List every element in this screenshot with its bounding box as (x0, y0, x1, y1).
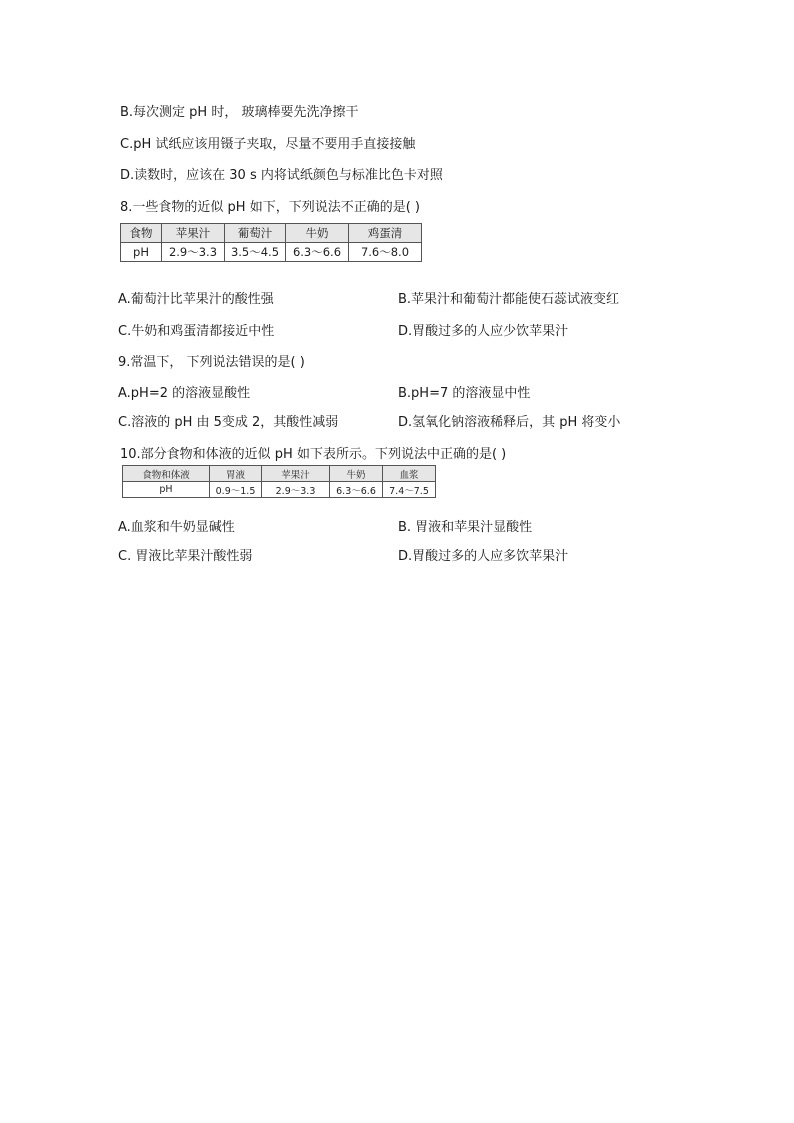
q7-option-d: D.读数时，应该在 30 s 内将试纸颜色与标准比色卡对照 (120, 168, 443, 183)
q8-option-c: C.牛奶和鸡蛋清都接近中性 (118, 324, 275, 339)
q10-table-header-cell: 血浆 (383, 466, 436, 482)
q9-option-a: A.pH=2 的溶液显酸性 (118, 386, 251, 401)
q8-table-cell: 7.6～8.0 (349, 243, 422, 262)
q10-table-header-cell: 食物和体液 (123, 466, 210, 482)
q10-option-d: D.胃酸过多的人应多饮苹果汁 (398, 549, 569, 564)
q10-table-row (123, 482, 436, 498)
q10-option-b: B. 胃液和苹果汁显酸性 (398, 520, 533, 535)
q10-option-c: C. 胃液比苹果汁酸性弱 (118, 549, 253, 564)
q10-table-cell: 2.9～3.3 (262, 482, 330, 498)
q10-table-cell: 0.9～1.5 (210, 482, 262, 498)
q7-option-c: C.pH 试纸应该用镊子夹取，尽量不要用手直接接触 (120, 137, 416, 152)
q8-stem: 8.一些食物的近似 pH 如下，下列说法不正确的是( ) (120, 200, 420, 215)
q8-table-header-cell: 鸡蛋清 (349, 224, 422, 243)
q9-option-c: C.溶液的 pH 由 5变成 2，其酸性减弱 (118, 415, 339, 430)
q10-option-a: A.血浆和牛奶显碱性 (118, 520, 235, 535)
q8-option-a: A.葡萄汁比苹果汁的酸性强 (118, 292, 274, 307)
q10-table-header-cell: 牛奶 (330, 466, 383, 482)
q9-stem: 9.常温下， 下列说法错误的是( ) (118, 355, 305, 370)
q8-table-cell: 3.5～4.5 (225, 243, 286, 262)
q8-table-header-cell: 苹果汁 (162, 224, 225, 243)
q8-table-cell: 2.9～3.3 (162, 243, 225, 262)
q9-option-d: D.氢氧化钠溶液稀释后，其 pH 将变小 (398, 415, 621, 430)
q8-table-header-cell: 葡萄汁 (225, 224, 286, 243)
q7-option-b: B.每次测定 pH 时， 玻璃棒要先洗净擦干 (120, 105, 359, 120)
q8-option-b: B.苹果汁和葡萄汁都能使石蕊试液变红 (398, 292, 620, 307)
q10-table-cell: 6.3～6.6 (330, 482, 383, 498)
q8-table-cell: pH (121, 243, 162, 262)
q8-option-d: D.胃酸过多的人应少饮苹果汁 (398, 324, 569, 339)
q10-table-cell: 7.4～7.5 (383, 482, 436, 498)
q8-table-header-row (121, 224, 422, 243)
q10-stem: 10.部分食物和体液的近似 pH 如下表所示。下列说法中正确的是( ) (120, 447, 507, 462)
q8-table-cell: 6.3～6.6 (286, 243, 349, 262)
q10-table-cell: pH (123, 482, 210, 498)
q10-table-header-cell: 胃液 (210, 466, 262, 482)
q8-table-header-cell: 牛奶 (286, 224, 349, 243)
q10-ph-table (122, 465, 436, 498)
q10-table-header-row (123, 466, 436, 482)
q10-table-header-cell: 苹果汁 (262, 466, 330, 482)
q8-ph-table (120, 223, 422, 262)
q8-table-header-cell: 食物 (121, 224, 162, 243)
q8-table-row (121, 243, 422, 262)
q9-option-b: B.pH=7 的溶液显中性 (398, 386, 531, 401)
